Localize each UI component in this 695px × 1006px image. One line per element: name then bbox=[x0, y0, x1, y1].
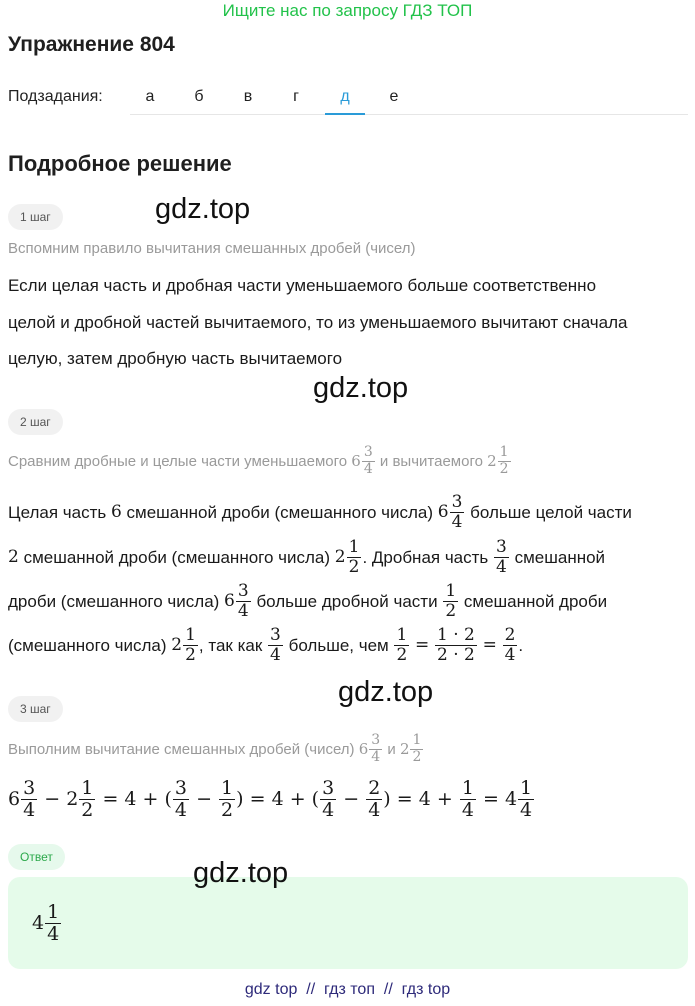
math-integer: 2 bbox=[66, 788, 79, 810]
math-fraction: $\frac{1 \cdot 2}{2 \cdot 2}$ bbox=[437, 624, 475, 665]
text: , так как bbox=[198, 635, 263, 655]
step-1-hint: Вспомним правило вычитания смешанных дробей (чисел) bbox=[8, 240, 416, 257]
text: смешанной дроби bbox=[463, 591, 608, 611]
math-integer: 2 bbox=[487, 452, 497, 470]
math-fraction: $\frac{1}{2}$ bbox=[412, 732, 422, 765]
math-operator: = bbox=[249, 788, 266, 810]
step-2-hint bbox=[8, 441, 512, 481]
step-1-line: Если целая часть и дробная части уменьшаемого больше соответственно bbox=[8, 276, 597, 295]
step-1-badge: 1 шаг bbox=[8, 204, 63, 230]
math-integer: 2 bbox=[334, 546, 346, 567]
answer-box bbox=[8, 877, 688, 969]
text: больше, чем bbox=[288, 635, 389, 655]
text: . bbox=[518, 635, 524, 655]
text: Целая часть bbox=[8, 502, 107, 522]
step-1-line: целую, затем дробную часть вычитаемого bbox=[8, 349, 343, 368]
watermark: gdz.top bbox=[155, 193, 251, 225]
math-fraction: $\frac{3}{4}$ bbox=[237, 580, 249, 621]
math-integer: 6 bbox=[224, 590, 235, 611]
footer-text: gdz top // гдз топ // гдз top bbox=[244, 981, 451, 998]
step-3-badge: 3 шаг bbox=[8, 696, 63, 722]
text: смешанной дроби (смешанного числа) bbox=[126, 502, 434, 522]
footer-links bbox=[0, 981, 695, 999]
math-operator: = bbox=[102, 788, 119, 810]
math-integer: 6 bbox=[8, 788, 21, 810]
hint-text: Выполним вычитание смешанных дробей (чисел) bbox=[8, 740, 355, 758]
math-fraction: $\frac{3}{4}$ bbox=[363, 444, 373, 477]
math-operator: − bbox=[196, 788, 212, 810]
math-operator: = bbox=[482, 634, 497, 655]
math-integer: 6 bbox=[351, 452, 361, 470]
math-integer: 4 bbox=[271, 788, 284, 810]
math-fraction: $\frac{1}{4}$ bbox=[461, 776, 474, 821]
math-operator: = bbox=[482, 788, 499, 810]
hint-text: и вычитаемого bbox=[379, 452, 483, 470]
math-integer: 6 bbox=[110, 501, 122, 522]
math-fraction: $\frac{2}{4}$ bbox=[504, 624, 516, 665]
text: смешанной bbox=[514, 547, 606, 567]
answer-badge: Ответ bbox=[8, 844, 65, 870]
math-fraction: $\frac{3}{4}$ bbox=[270, 624, 281, 665]
text: смешанной дроби (смешанного числа) bbox=[23, 547, 331, 567]
math-integer: 4 bbox=[418, 788, 431, 810]
step-3-equation bbox=[8, 774, 535, 824]
math-operator: + ( bbox=[142, 788, 172, 810]
math-integer: 6 bbox=[358, 740, 369, 758]
math-fraction: $\frac{1}{2}$ bbox=[348, 536, 360, 577]
math-fraction: $\frac{3}{4}$ bbox=[371, 732, 381, 765]
math-integer: 2 bbox=[399, 740, 410, 758]
math-integer: 4 bbox=[124, 788, 137, 810]
math-operator: − bbox=[343, 788, 360, 810]
math-integer: 4 bbox=[504, 788, 518, 810]
step-2-badge: 2 шаг bbox=[8, 409, 63, 435]
subtask-tabs bbox=[130, 78, 688, 115]
step-2-line-2 bbox=[8, 535, 605, 579]
math-fraction: $\frac{1}{2}$ bbox=[221, 776, 234, 821]
solution-title: Подробное решение bbox=[8, 151, 232, 176]
math-fraction: $\frac{1}{4}$ bbox=[520, 776, 533, 821]
math-integer: 2 bbox=[171, 634, 183, 655]
math-fraction: $\frac{1}{2}$ bbox=[185, 624, 196, 665]
step-2-line-3 bbox=[8, 579, 607, 623]
math-integer: 2 bbox=[8, 546, 19, 567]
math-operator: − bbox=[44, 788, 61, 810]
step-3-hint bbox=[8, 729, 424, 769]
text: больше целой части bbox=[470, 502, 632, 522]
math-fraction: $\frac{3}{4}$ bbox=[496, 536, 507, 577]
subtask-tab-g[interactable]: г bbox=[293, 88, 299, 105]
text: (смешанного числа) bbox=[8, 635, 167, 655]
math-integer: 4 bbox=[32, 912, 45, 934]
watermark: gdz.top bbox=[193, 857, 289, 889]
math-fraction: $\frac{1}{4}$ bbox=[47, 900, 60, 945]
subtasks-label: Подзадания: bbox=[8, 88, 103, 105]
math-operator: = bbox=[415, 634, 430, 655]
subtask-tab-e[interactable]: е bbox=[389, 88, 399, 105]
exercise-title: Упражнение 804 bbox=[8, 33, 175, 56]
math-operator: + bbox=[436, 788, 453, 810]
math-fraction: $\frac{3}{4}$ bbox=[451, 491, 463, 532]
math-fraction: $\frac{1}{2}$ bbox=[499, 444, 509, 477]
subtask-tab-a[interactable]: а bbox=[145, 88, 155, 105]
math-fraction: $\frac{3}{4}$ bbox=[322, 776, 335, 821]
hint-text: Сравним дробные и целые части уменьшаемого bbox=[8, 452, 348, 470]
hint-text: и bbox=[387, 740, 396, 758]
watermark: gdz.top bbox=[313, 372, 409, 404]
step-2-line-1 bbox=[8, 490, 632, 534]
text: . Дробная часть bbox=[362, 547, 489, 567]
search-banner: Ищите нас по запросу ГДЗ ТОП bbox=[222, 1, 473, 20]
math-operator: ) bbox=[383, 788, 391, 810]
math-fraction: $\frac{1}{2}$ bbox=[396, 624, 408, 665]
math-fraction: $\frac{3}{4}$ bbox=[23, 776, 36, 821]
math-fraction: $\frac{2}{4}$ bbox=[368, 776, 381, 821]
math-operator: = bbox=[396, 788, 413, 810]
math-integer: 6 bbox=[437, 501, 449, 522]
math-operator: ) bbox=[236, 788, 244, 810]
math-fraction: $\frac{1}{2}$ bbox=[81, 776, 94, 821]
text: дроби (смешанного числа) bbox=[8, 591, 220, 611]
math-operator: + ( bbox=[289, 788, 320, 810]
subtask-tab-d[interactable]: д bbox=[325, 78, 365, 115]
subtask-tab-v[interactable]: в bbox=[243, 88, 253, 105]
math-fraction: $\frac{3}{4}$ bbox=[174, 776, 188, 821]
watermark: gdz.top bbox=[338, 676, 434, 708]
math-fraction: $\frac{1}{2}$ bbox=[445, 580, 457, 621]
text: больше дробной части bbox=[256, 591, 438, 611]
step-2-line-4 bbox=[8, 623, 523, 667]
answer-value bbox=[32, 899, 62, 947]
step-1-line: целой и дробной частей вычитаемого, то из уменьшаемого вычитают сначала bbox=[8, 313, 628, 332]
subtask-tab-b[interactable]: б bbox=[194, 88, 204, 105]
